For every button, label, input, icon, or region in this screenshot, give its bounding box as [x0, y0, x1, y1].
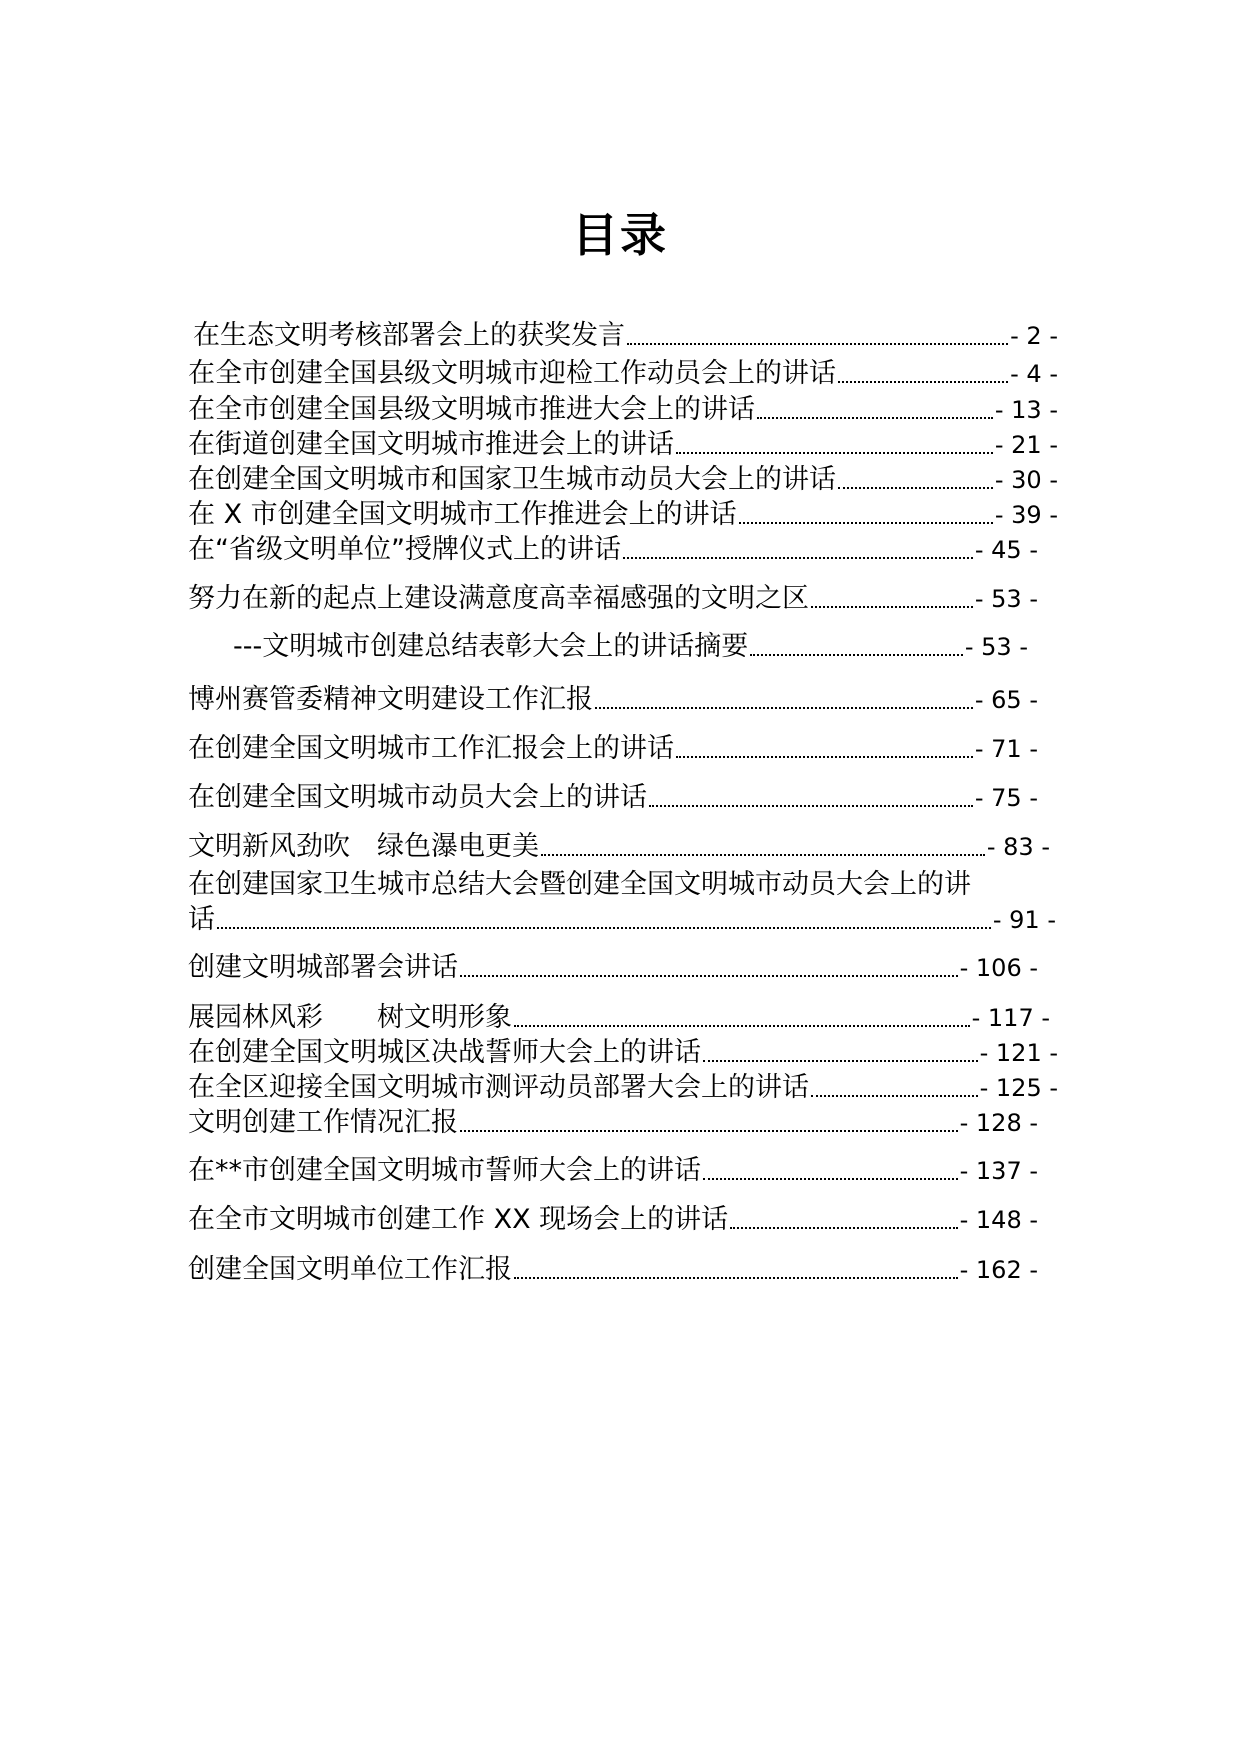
dot-leader: [730, 1202, 957, 1238]
toc-entry-12[interactable]: [188, 780, 1038, 816]
dot-leader: [460, 950, 958, 986]
toc-entry-8[interactable]: [188, 581, 1038, 617]
toc-page-number: - 4 -: [1010, 360, 1058, 388]
toc-page-number: - 162 -: [959, 1256, 1038, 1284]
toc-entry-title: 在全市文明城市创建工作 XX 现场会上的讲话: [188, 1204, 729, 1235]
toc-page-number: - 2 -: [1010, 322, 1058, 350]
toc-entry-15[interactable]: [188, 950, 1038, 986]
toc-page-number: - 137 -: [959, 1157, 1038, 1185]
toc-entry-16[interactable]: [188, 1000, 1050, 1036]
toc-page-number: - 106 -: [959, 954, 1038, 982]
toc-entry-title: 在**市创建全国文明城市誓师大会上的讲话: [188, 1155, 701, 1186]
dot-leader: [838, 462, 993, 498]
toc-page-number: - 13 -: [994, 396, 1058, 424]
dot-leader: [757, 392, 993, 428]
toc-entry-20[interactable]: [188, 1153, 1038, 1189]
toc-entry-title: 在 X 市创建全国文明城市工作推进会上的讲话: [188, 499, 737, 530]
toc-entry-title: 创建全国文明单位工作汇报: [188, 1254, 512, 1285]
toc-page-number: - 91 -: [992, 906, 1056, 934]
dot-leader: [623, 532, 973, 568]
dot-leader: [217, 902, 991, 938]
dot-leader: [627, 318, 1008, 354]
dot-leader: [676, 731, 973, 767]
toc-entry-title: 博州赛管委精神文明建设工作汇报: [188, 684, 593, 715]
toc-entry-11[interactable]: [188, 731, 1038, 767]
toc-entry-title: 在全市创建全国县级文明城市迎检工作动员会上的讲话: [188, 358, 836, 389]
dot-leader: [541, 829, 985, 865]
toc-page-number: - 53 -: [964, 633, 1028, 661]
toc-entry-4[interactable]: [188, 427, 1058, 463]
toc-entry-title: 文明新风劲吹 绿色瀑电更美: [188, 831, 539, 862]
toc-entry-title: ---文明城市创建总结表彰大会上的讲话摘要: [233, 631, 749, 662]
toc-entry-title: 在创建全国文明城区决战誓师大会上的讲话: [188, 1037, 701, 1068]
toc-entry-title: 话: [188, 904, 215, 935]
toc-entry-19[interactable]: [188, 1105, 1038, 1141]
dot-leader: [703, 1153, 958, 1189]
toc-page-number: - 75 -: [974, 784, 1038, 812]
dot-leader: [514, 1252, 958, 1288]
toc-page-number: - 83 -: [986, 833, 1050, 861]
toc-entry-7[interactable]: [188, 532, 1038, 568]
toc-entry-21[interactable]: [188, 1202, 1038, 1238]
toc-page-number: - 125 -: [979, 1074, 1058, 1102]
toc-entry-title: 努力在新的起点上建设满意度高幸福感强的文明之区: [188, 583, 809, 614]
toc-entry-13[interactable]: [188, 829, 1050, 865]
toc-entry-title: 在创建全国文明城市工作汇报会上的讲话: [188, 733, 674, 764]
toc-entry-22[interactable]: [188, 1252, 1038, 1288]
toc-entry-title: 在全区迎接全国文明城市测评动员部署大会上的讲话: [188, 1072, 809, 1103]
toc-entry-title: 在创建全国文明城市动员大会上的讲话: [188, 782, 647, 813]
toc-entry-title: 文明创建工作情况汇报: [188, 1107, 458, 1138]
toc-entry-title: 创建文明城部署会讲话: [188, 952, 458, 983]
toc-page-number: - 71 -: [974, 735, 1038, 763]
toc-page-number: - 53 -: [974, 585, 1038, 613]
toc-entry-title: 展园林风彩 树文明形象: [188, 1002, 512, 1033]
toc-entry-1[interactable]: [193, 318, 1058, 354]
toc-page-number: - 45 -: [974, 536, 1038, 564]
toc-page-number: - 30 -: [994, 466, 1058, 494]
toc-page-number: - 21 -: [994, 431, 1058, 459]
toc-page-number: - 117 -: [971, 1004, 1050, 1032]
dot-leader: [750, 629, 963, 665]
toc-entry-2[interactable]: [188, 356, 1058, 392]
dot-leader: [811, 1070, 978, 1106]
toc-entry-title: 在“省级文明单位”授牌仪式上的讲话: [188, 534, 621, 565]
toc-page-number: - 148 -: [959, 1206, 1038, 1234]
toc-entry-6[interactable]: [188, 497, 1058, 533]
toc-entry-14-line1[interactable]: 在创建国家卫生城市总结大会暨创建全国文明城市动员大会上的讲: [188, 869, 971, 900]
dot-leader: [649, 780, 973, 816]
toc-entry-title: 在街道创建全国文明城市推进会上的讲话: [188, 429, 674, 460]
toc-entry-title: 在全市创建全国县级文明城市推进大会上的讲话: [188, 394, 755, 425]
toc-page-number: - 128 -: [959, 1109, 1038, 1137]
toc-entry-5[interactable]: [188, 462, 1058, 498]
toc-entry-17[interactable]: [188, 1035, 1058, 1071]
toc-entry-title: 在创建全国文明城市和国家卫生城市动员大会上的讲话: [188, 464, 836, 495]
toc-entry-9-subtitle[interactable]: [233, 629, 1028, 665]
dot-leader: [676, 427, 993, 463]
dot-leader: [595, 682, 973, 718]
dot-leader: [838, 356, 1008, 392]
dot-leader: [703, 1035, 978, 1071]
toc-page-number: - 121 -: [979, 1039, 1058, 1067]
toc-entry-18[interactable]: [188, 1070, 1058, 1106]
dot-leader: [514, 1000, 970, 1036]
dot-leader: [460, 1105, 958, 1141]
toc-page-number: - 65 -: [974, 686, 1038, 714]
page-title: 目录: [572, 208, 668, 262]
toc-entry-14[interactable]: [188, 902, 1056, 938]
toc-entry-title: 在生态文明考核部署会上的获奖发言: [193, 320, 625, 351]
toc-page-number: - 39 -: [994, 501, 1058, 529]
dot-leader: [811, 581, 973, 617]
toc-entry-3[interactable]: [188, 392, 1058, 428]
dot-leader: [739, 497, 993, 533]
toc-entry-10[interactable]: [188, 682, 1038, 718]
